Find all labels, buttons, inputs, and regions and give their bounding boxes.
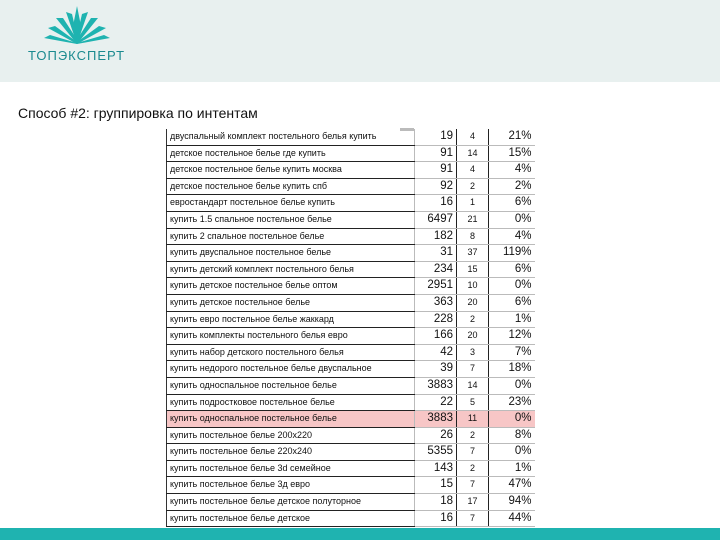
- table-row: [167, 261, 535, 278]
- count-cell: 5: [457, 394, 489, 411]
- percent-cell: 18%: [489, 361, 535, 378]
- frequency-cell: 15: [415, 477, 457, 494]
- frequency-cell: 18: [415, 494, 457, 511]
- percent-cell: 1%: [489, 460, 535, 477]
- frequency-cell: 92: [415, 178, 457, 195]
- table-row: [167, 377, 535, 394]
- table-row: [167, 361, 535, 378]
- query-cell: купить недорого постельное белье двуспальное: [167, 361, 415, 378]
- percent-cell: 23%: [489, 394, 535, 411]
- frequency-cell: 39: [415, 361, 457, 378]
- table-row: [167, 494, 535, 511]
- table-row: [167, 245, 535, 262]
- slide-title: Способ #2: группировка по интентам: [18, 105, 258, 121]
- logo-text: ТОПЭКСПЕРТ: [28, 48, 126, 63]
- frequency-cell: 5355: [415, 444, 457, 461]
- query-cell: купить постельное белье детское полуторное: [167, 494, 415, 511]
- percent-cell: 2%: [489, 178, 535, 195]
- query-cell: купить постельное белье 3d семейное: [167, 460, 415, 477]
- percent-cell: 94%: [489, 494, 535, 511]
- percent-cell: 0%: [489, 278, 535, 295]
- table-row: [167, 145, 535, 162]
- count-cell: 14: [457, 377, 489, 394]
- percent-cell: 0%: [489, 377, 535, 394]
- lotus-icon: [42, 4, 112, 48]
- query-cell: купить двуспальное постельное белье: [167, 245, 415, 262]
- query-cell: купить подростковое постельное белье: [167, 394, 415, 411]
- percent-cell: 0%: [489, 211, 535, 228]
- count-cell: 2: [457, 178, 489, 195]
- query-cell: детское постельное белье где купить: [167, 145, 415, 162]
- table-row: [167, 195, 535, 212]
- query-cell: евростандарт постельное белье купить: [167, 195, 415, 212]
- count-cell: 37: [457, 245, 489, 262]
- query-cell: купить постельное белье 220х240: [167, 444, 415, 461]
- query-cell: купить детское постельное белье: [167, 294, 415, 311]
- count-cell: 2: [457, 427, 489, 444]
- percent-cell: 1%: [489, 311, 535, 328]
- count-cell: 8: [457, 228, 489, 245]
- table-row: [167, 510, 535, 527]
- frequency-cell: 19: [415, 129, 457, 145]
- topexpert-logo: [28, 4, 158, 64]
- frequency-cell: 234: [415, 261, 457, 278]
- frequency-cell: 16: [415, 195, 457, 212]
- count-cell: 2: [457, 311, 489, 328]
- frequency-cell: 91: [415, 162, 457, 179]
- frequency-cell: 3883: [415, 377, 457, 394]
- percent-cell: 7%: [489, 344, 535, 361]
- query-cell: купить постельное белье 3д евро: [167, 477, 415, 494]
- percent-cell: 6%: [489, 261, 535, 278]
- query-cell: купить 1.5 спальное постельное белье: [167, 211, 415, 228]
- count-cell: 1: [457, 195, 489, 212]
- percent-cell: 44%: [489, 510, 535, 527]
- frequency-cell: 228: [415, 311, 457, 328]
- table-row: [167, 328, 535, 345]
- frequency-cell: 31: [415, 245, 457, 262]
- table-row: [167, 344, 535, 361]
- count-cell: 20: [457, 328, 489, 345]
- table-row: [167, 228, 535, 245]
- percent-cell: 21%: [489, 129, 535, 145]
- frequency-cell: 42: [415, 344, 457, 361]
- percent-cell: 0%: [489, 444, 535, 461]
- frequency-cell: 166: [415, 328, 457, 345]
- frequency-cell: 182: [415, 228, 457, 245]
- keyword-table: [166, 129, 535, 527]
- percent-cell: 6%: [489, 294, 535, 311]
- percent-cell: 4%: [489, 162, 535, 179]
- count-cell: 11: [457, 411, 489, 428]
- count-cell: 7: [457, 477, 489, 494]
- query-cell: детское постельное белье купить москва: [167, 162, 415, 179]
- count-cell: 2: [457, 460, 489, 477]
- count-cell: 4: [457, 129, 489, 145]
- percent-cell: 15%: [489, 145, 535, 162]
- count-cell: 17: [457, 494, 489, 511]
- footer-bar: [0, 528, 720, 540]
- table-row: [167, 411, 535, 428]
- count-cell: 15: [457, 261, 489, 278]
- frequency-cell: 91: [415, 145, 457, 162]
- query-cell: купить детский комплект постельного белья: [167, 261, 415, 278]
- frequency-cell: 6497: [415, 211, 457, 228]
- query-cell: купить 2 спальное постельное белье: [167, 228, 415, 245]
- table-row: [167, 178, 535, 195]
- query-cell: купить постельное белье 200х220: [167, 427, 415, 444]
- percent-cell: 0%: [489, 411, 535, 428]
- frequency-cell: 143: [415, 460, 457, 477]
- table-row: [167, 162, 535, 179]
- percent-cell: 119%: [489, 245, 535, 262]
- table-row: [167, 427, 535, 444]
- table-row: [167, 394, 535, 411]
- percent-cell: 4%: [489, 228, 535, 245]
- table-row: [167, 477, 535, 494]
- percent-cell: 12%: [489, 328, 535, 345]
- percent-cell: 8%: [489, 427, 535, 444]
- frequency-cell: 3883: [415, 411, 457, 428]
- percent-cell: 47%: [489, 477, 535, 494]
- table-row: [167, 129, 535, 145]
- query-cell: купить односпальное постельное белье: [167, 377, 415, 394]
- table-row: [167, 294, 535, 311]
- count-cell: 4: [457, 162, 489, 179]
- count-cell: 7: [457, 510, 489, 527]
- query-cell: детское постельное белье купить спб: [167, 178, 415, 195]
- frequency-cell: 16: [415, 510, 457, 527]
- table-row: [167, 444, 535, 461]
- percent-cell: 6%: [489, 195, 535, 212]
- frequency-cell: 2951: [415, 278, 457, 295]
- count-cell: 7: [457, 444, 489, 461]
- count-cell: 20: [457, 294, 489, 311]
- frequency-cell: 26: [415, 427, 457, 444]
- query-cell: купить постельное белье детское: [167, 510, 415, 527]
- keyword-table-container: [166, 129, 566, 524]
- query-cell: купить детское постельное белье оптом: [167, 278, 415, 295]
- query-cell: купить набор детского постельного белья: [167, 344, 415, 361]
- query-cell: купить комплекты постельного белья евро: [167, 328, 415, 345]
- frequency-cell: 22: [415, 394, 457, 411]
- query-cell: купить евро постельное белье жаккард: [167, 311, 415, 328]
- count-cell: 7: [457, 361, 489, 378]
- query-cell: купить односпальное постельное белье: [167, 411, 415, 428]
- table-row: [167, 311, 535, 328]
- count-cell: 3: [457, 344, 489, 361]
- query-cell: двуспальный комплект постельного белья купить: [167, 129, 415, 145]
- count-cell: 14: [457, 145, 489, 162]
- table-row: [167, 278, 535, 295]
- header-band: [0, 0, 720, 82]
- table-row: [167, 460, 535, 477]
- table-row: [167, 211, 535, 228]
- count-cell: 10: [457, 278, 489, 295]
- frequency-cell: 363: [415, 294, 457, 311]
- count-cell: 21: [457, 211, 489, 228]
